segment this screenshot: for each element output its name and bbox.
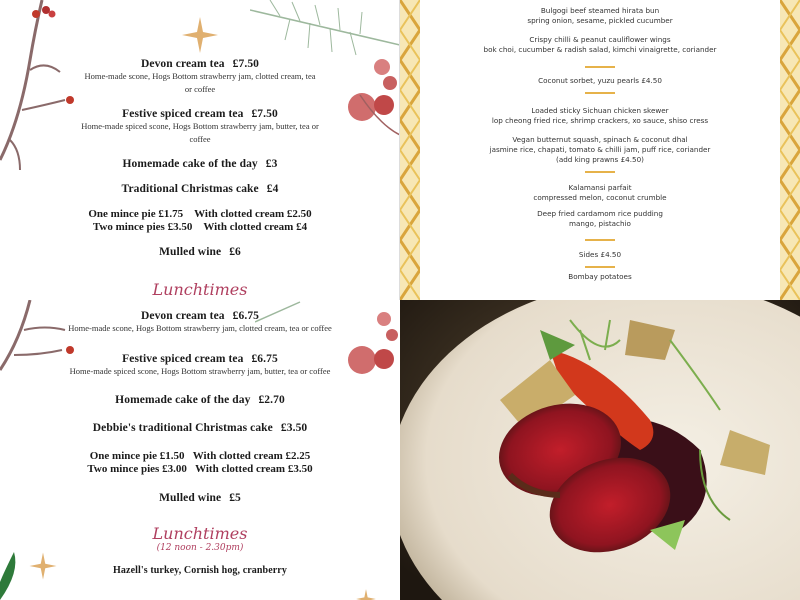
dish-note: (add king prawns £4.50) <box>556 155 644 164</box>
dish-description: lop cheong fried rice, shrimp crackers, xo sauce, shiso cress <box>491 116 709 125</box>
menu-item-title: Festive spiced cream tea £6.75 <box>122 353 278 365</box>
star-ornament-icon <box>180 15 220 55</box>
dish-description: spring onion, sesame, pickled cucumber <box>527 16 673 25</box>
menu-item-title: Devon cream tea £7.50 <box>140 58 260 70</box>
pine-branch-decoration <box>250 0 400 60</box>
restaurant-menu-panel <box>400 0 800 300</box>
gold-frame-right <box>780 0 800 300</box>
menu-body <box>0 58 400 299</box>
menu-item-description: Home-made scone, Hogs Bottom strawberry jam, clotted cream, tea or coffee <box>68 323 332 333</box>
dish-description: mango, pistachio <box>569 219 631 228</box>
menu-item-title: Mulled wine £5 <box>159 492 241 504</box>
menu-body <box>0 310 400 576</box>
dish-name: Loaded sticky Sichuan chicken skewer <box>531 106 669 115</box>
menu-item-title: Festive spiced cream tea £7.50 <box>122 108 278 120</box>
menu-body <box>420 6 780 282</box>
dish-name: Kalamansi parfait <box>568 183 632 192</box>
dish-description: compressed melon, coconut crumble <box>533 193 667 202</box>
dish-description: bok choi, cucumber & radish salad, kimchi vinaigrette, coriander <box>483 45 717 54</box>
dish-name: Bombay potatoes <box>568 272 632 281</box>
mince-pie-prices: One mince pie £1.75 With clotted cream £2.50 Two mince pies £3.50 With clotted cream £4 <box>88 208 312 233</box>
section-heading: Lunchtimes <box>152 280 248 299</box>
dish-name: Vegan butternut squash, spinach & coconut dhal <box>512 135 688 144</box>
menu-item-title: Devon cream tea £6.75 <box>140 310 260 322</box>
menu-item-title: Homemade cake of the day £3 <box>122 158 278 170</box>
star-ornament-icon <box>355 588 377 600</box>
dish-photo-panel <box>400 300 800 600</box>
dish-name: Crispy chilli & peanut cauliflower wings <box>529 35 671 44</box>
menu-item-title: Mulled wine £6 <box>159 246 241 258</box>
section-subheading: (12 noon - 2.30pm) <box>156 543 244 553</box>
menu-item-description: Home-made spiced scone, Hogs Bottom strawberry jam, butter, tea or coffee <box>69 366 331 376</box>
plated-venison-photo <box>400 300 800 600</box>
menu-item-title-cutoff: Hazell's turkey, Cornish hog, cranberry <box>113 565 287 576</box>
menu-item-description: Home-made spiced scone, Hogs Bottom strawberry jam, butter, tea or coffee <box>81 121 319 144</box>
gold-frame-left <box>400 0 420 300</box>
sides-heading: Sides £4.50 <box>578 250 622 259</box>
menu-item-title: Homemade cake of the day £2.70 <box>115 394 285 406</box>
dish-name: Deep fried cardamom rice pudding <box>537 209 663 218</box>
menu-item-title: Traditional Christmas cake £4 <box>121 183 279 195</box>
dish-name: Bulgogi beef steamed hirata bun <box>540 6 660 15</box>
dish-name: Coconut sorbet, yuzu pearls £4.50 <box>538 76 662 85</box>
menu-item-description: Home-made scone, Hogs Bottom strawberry jam, clotted cream, tea or coffee <box>84 71 316 94</box>
menu-item-title: Debbie's traditional Christmas cake £3.50 <box>92 422 308 434</box>
dish-description: jasmine rice, chapati, tomato & chilli jam, puff rice, coriander <box>489 145 711 154</box>
christmas-menu-panel-2 <box>0 300 400 600</box>
christmas-menu-panel-1 <box>0 0 400 300</box>
section-heading: Lunchtimes <box>152 524 248 543</box>
mince-pie-prices: One mince pie £1.50 With clotted cream £2.25 Two mince pies £3.00 With clotted cream £3.50 <box>87 450 313 475</box>
